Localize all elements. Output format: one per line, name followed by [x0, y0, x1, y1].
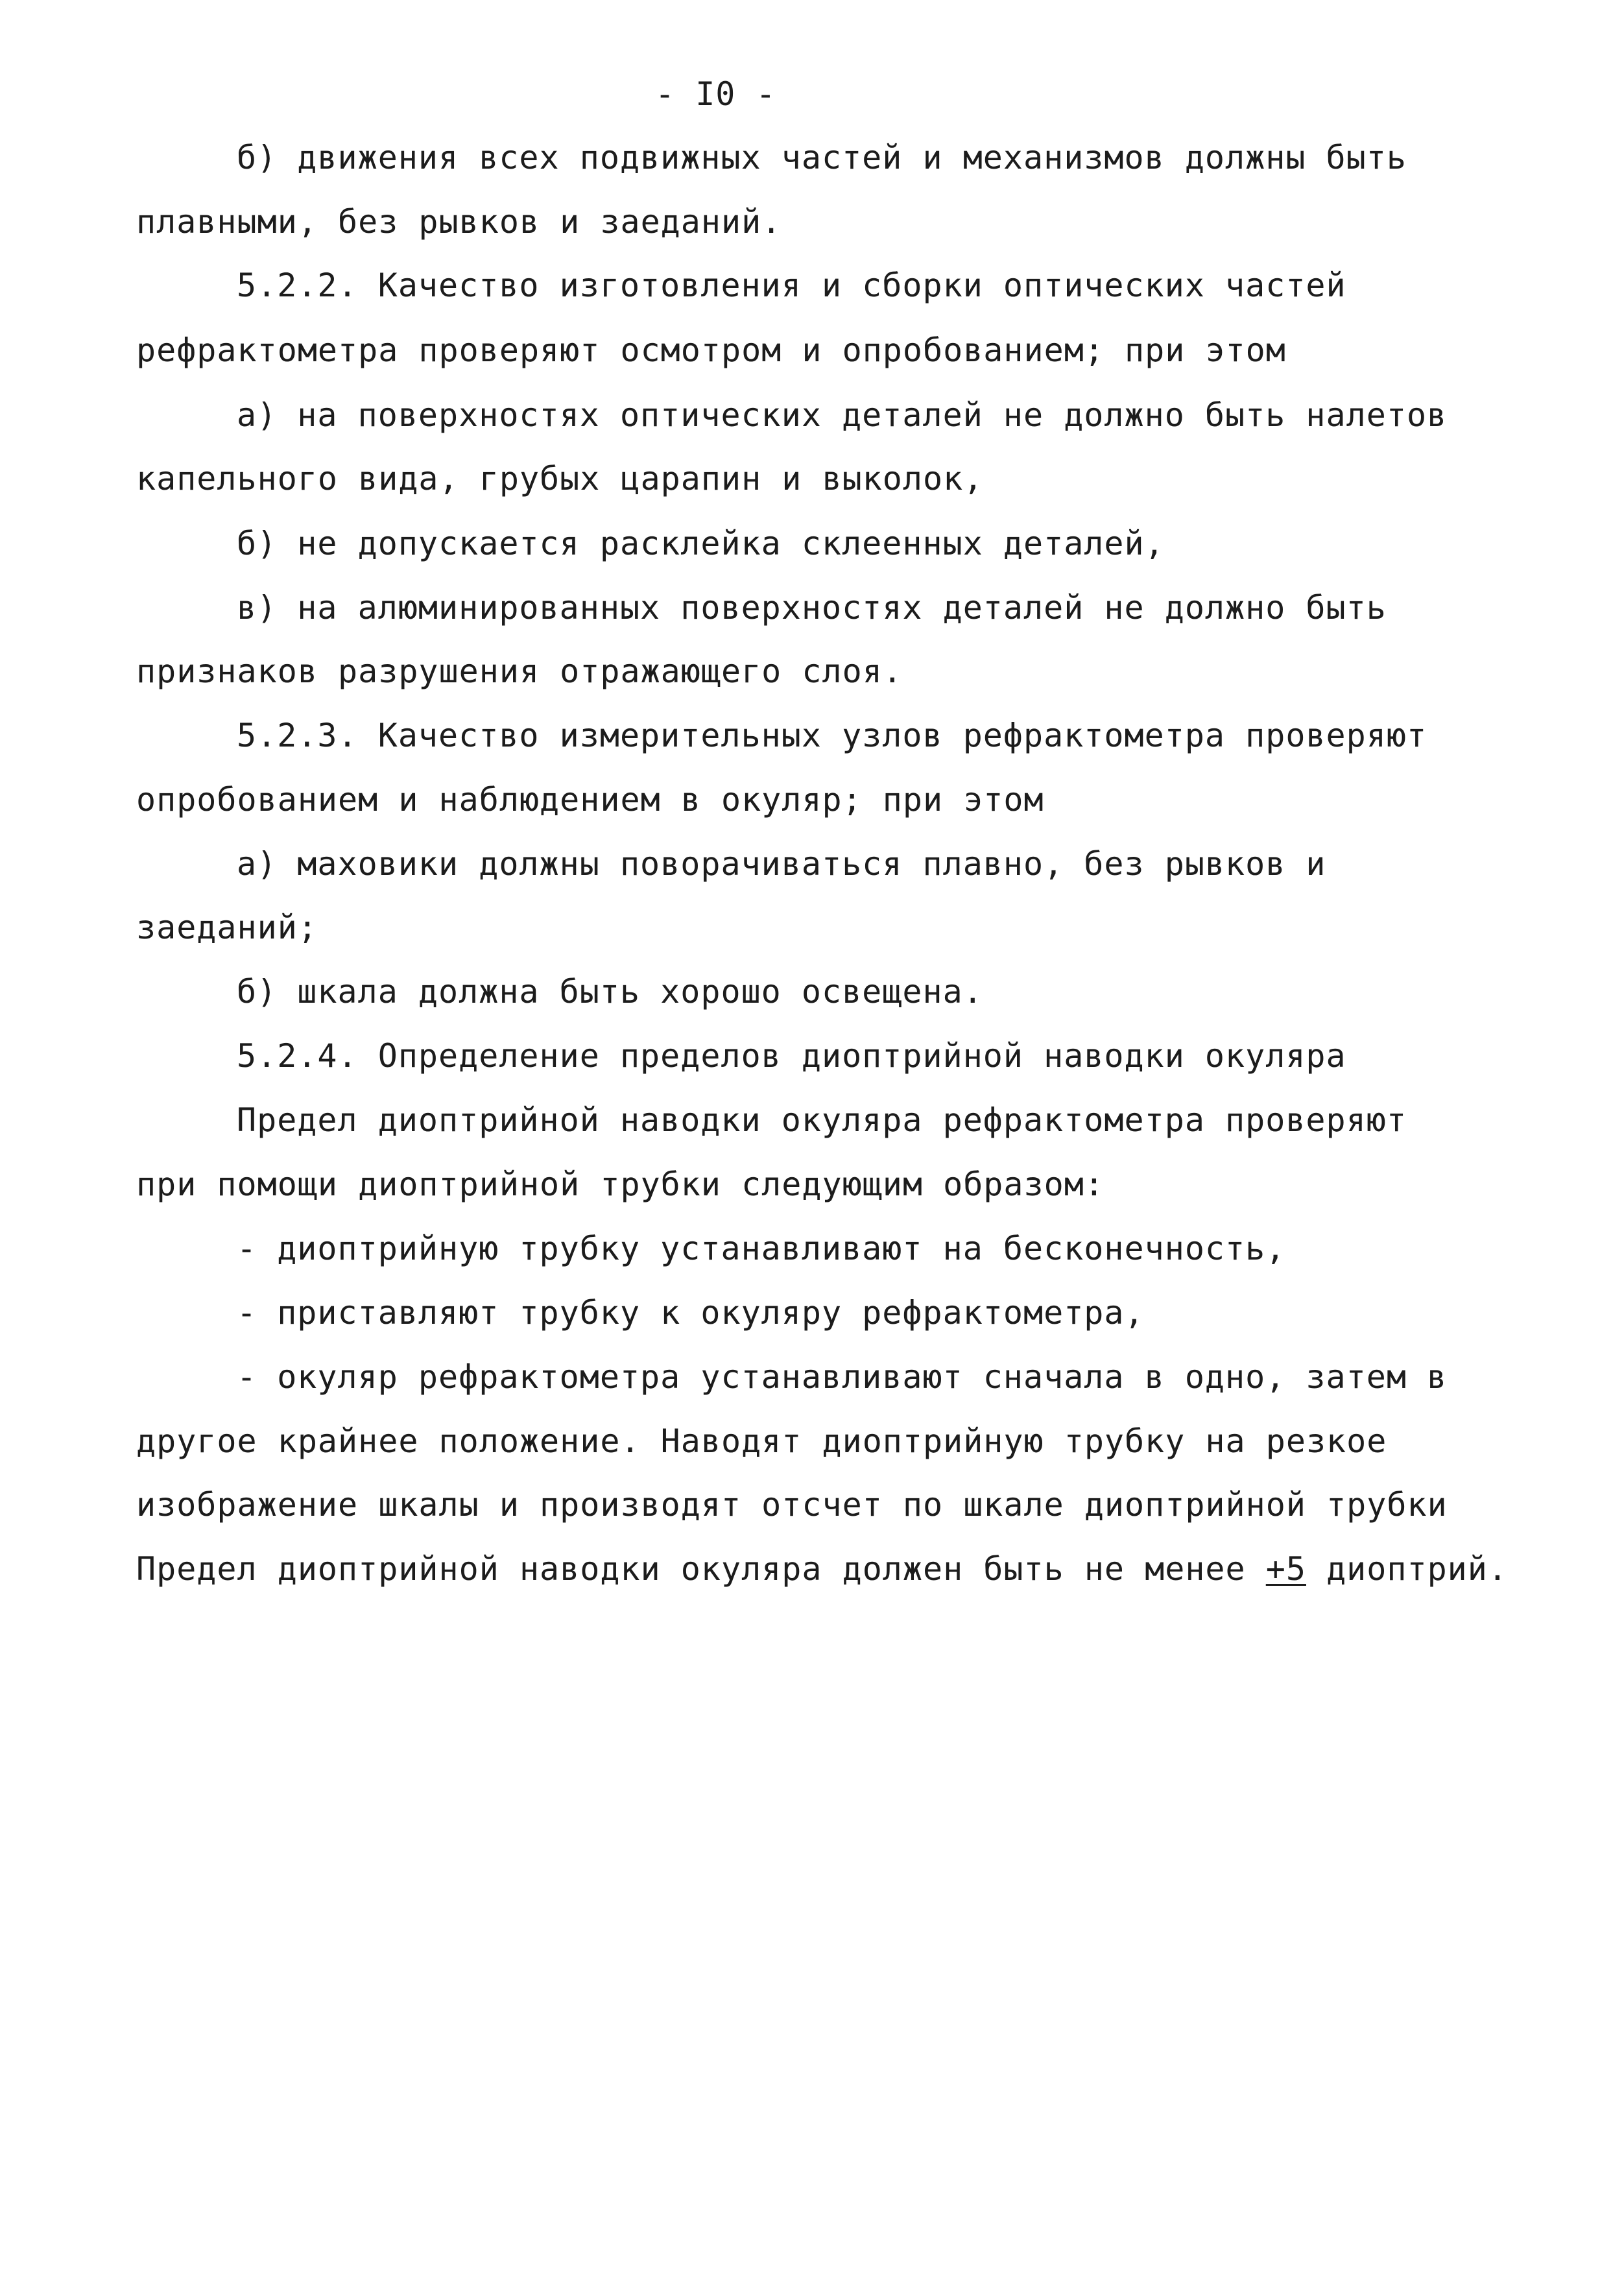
text-line: заеданий;: [136, 909, 318, 946]
text-segment: диоптрий.: [1306, 1550, 1508, 1588]
page-number: - I0 -: [655, 75, 776, 113]
text-line: в) на алюминированных поверхностях деталей не должно быть: [237, 589, 1387, 627]
plus-minus-value: +5: [1265, 1550, 1306, 1588]
text-line: Предел диоптрийной наводки окуляра рефрактометра проверяют: [237, 1101, 1407, 1139]
text-line-last: [136, 1549, 1508, 1588]
text-line: а) на поверхностях оптических деталей не должно быть налетов: [237, 396, 1448, 434]
text-line: б) не допускается расклейка склеенных деталей,: [237, 525, 1165, 562]
text-line: при помощи диоптрийной трубки следующим образом:: [136, 1166, 1105, 1203]
text-line: плавными, без рывков и заеданий.: [136, 203, 782, 241]
text-line: - окуляр рефрактометра устанавливают сначала в одно, затем в: [237, 1358, 1448, 1396]
text-line: - приставляют трубку к окуляру рефрактометра,: [237, 1294, 1145, 1332]
text-line: изображение шкалы и производят отсчет по шкале диоптрийной трубки: [136, 1486, 1448, 1524]
text-line: б) шкала должна быть хорошо освещена.: [237, 973, 983, 1011]
text-line: рефрактометра проверяют осмотром и опробованием; при этом: [136, 331, 1286, 369]
text-line: 5.2.3. Качество измерительных узлов рефрактометра проверяют: [237, 717, 1427, 754]
text-line: капельного вида, грубых царапин и выколок,: [136, 460, 984, 497]
text-line: признаков разрушения отражающего слоя.: [136, 652, 903, 690]
text-line: б) движения всех подвижных частей и механизмов должны быть: [237, 139, 1407, 176]
text-line: - диоптрийную трубку устанавливают на бесконечность,: [237, 1230, 1286, 1267]
text-line: другое крайнее положение. Наводят диоптрийную трубку на резкое: [136, 1422, 1387, 1460]
text-segment: Предел диоптрийной наводки окуляра должен быть не менее: [136, 1550, 1266, 1588]
text-line: 5.2.4. Определение пределов диоптрийной наводки окуляра: [237, 1037, 1346, 1075]
text-line: опробованием и наблюдением в окуляр; при этом: [136, 781, 1044, 819]
text-line: а) маховики должны поворачиваться плавно, без рывков и: [237, 845, 1326, 883]
text-line: 5.2.2. Качество изготовления и сборки оптических частей: [237, 267, 1346, 304]
